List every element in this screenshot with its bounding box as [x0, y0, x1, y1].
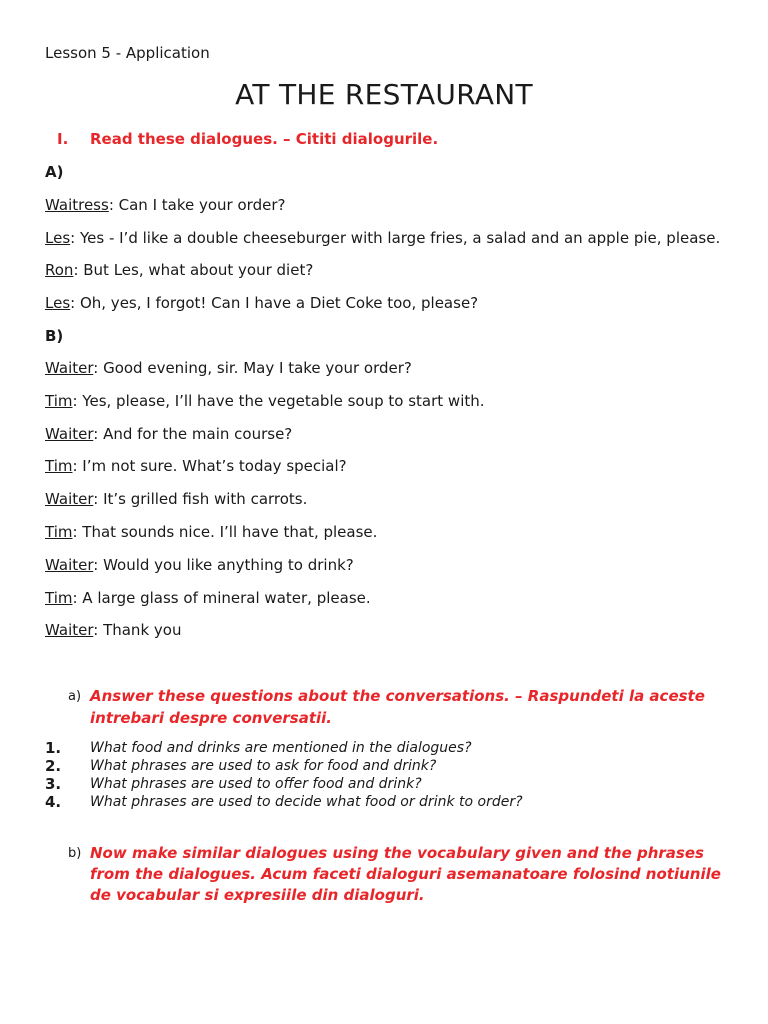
speaker-name: Tim: [45, 457, 73, 475]
dialogue-line: [45, 294, 478, 312]
line-text: : A large glass of mineral water, please.: [72, 589, 371, 607]
task-a-marker: a): [68, 689, 82, 704]
speaker-name: Waiter: [45, 490, 94, 508]
section-instruction: Read these dialogues. – Cititi dialogurile.: [90, 130, 439, 148]
question-number: 1.: [45, 739, 62, 757]
speaker-name: Ron: [45, 261, 74, 279]
line-text: : Yes, please, I’ll have the vegetable soup to start with.: [72, 392, 485, 410]
dialogue-line: [45, 425, 292, 443]
line-text: : That sounds nice. I’ll have that, please.: [72, 523, 378, 541]
speaker-name: Tim: [45, 523, 73, 541]
page-title: AT THE RESTAURANT: [235, 78, 533, 111]
speaker-name: Waiter: [45, 359, 94, 377]
line-text: : And for the main course?: [93, 425, 293, 443]
speaker-name: Waiter: [45, 425, 94, 443]
dialogue-line: [45, 392, 485, 410]
speaker-name: Waiter: [45, 556, 94, 574]
dialogue-line: [45, 261, 313, 279]
question-text: What phrases are used to offer food and drink?: [90, 776, 422, 792]
question-number: 3.: [45, 775, 62, 793]
task-a-instruction-line1: Answer these questions about the conversations. – Raspundeti la aceste: [90, 687, 705, 705]
line-text: : It’s grilled fish with carrots.: [93, 490, 308, 508]
dialogue-line: [45, 589, 371, 607]
question-text: What phrases are used to ask for food and drink?: [90, 758, 437, 774]
speaker-name: Waitress: [45, 196, 109, 214]
section-number: I.: [57, 130, 69, 148]
question-text: What food and drinks are mentioned in the dialogues?: [90, 740, 472, 756]
line-text: : Oh, yes, I forgot! Can I have a Diet Coke too, please?: [70, 294, 479, 312]
line-text: : Yes - I’d like a double cheeseburger with large fries, a salad and an apple pie, please.: [70, 229, 721, 247]
dialogue-line: [45, 556, 354, 574]
line-text: : Good evening, sir. May I take your order?: [93, 359, 412, 377]
question-number: 4.: [45, 793, 62, 811]
dialogue-line: [45, 490, 307, 508]
speaker-name: Les: [45, 294, 71, 312]
dialogue-line: [45, 196, 285, 214]
lesson-header: Lesson 5 - Application: [45, 44, 210, 62]
dialogue-a-label: A): [45, 163, 64, 181]
line-text: : Thank you: [93, 621, 182, 639]
speaker-name: Tim: [45, 589, 73, 607]
task-b-instruction-line1: Now make similar dialogues using the vocabulary given and the phrases: [90, 844, 704, 862]
dialogue-line: [45, 523, 377, 541]
dialogue-line: [45, 229, 720, 247]
dialogue-line: [45, 621, 181, 639]
task-a-instruction-line2: intrebari despre conversatii.: [90, 709, 332, 727]
task-b-instruction-line2: from the dialogues. Acum faceti dialoguri asemanatoare folosind notiunile: [90, 865, 721, 883]
line-text: : Can I take your order?: [108, 196, 286, 214]
line-text: : But Les, what about your diet?: [73, 261, 314, 279]
speaker-name: Les: [45, 229, 71, 247]
question-number: 2.: [45, 757, 62, 775]
task-b-marker: b): [68, 846, 82, 861]
dialogue-b-label: B): [45, 327, 64, 345]
question-text: What phrases are used to decide what food or drink to order?: [90, 794, 523, 810]
speaker-name: Tim: [45, 392, 73, 410]
dialogue-line: [45, 359, 412, 377]
line-text: : Would you like anything to drink?: [93, 556, 354, 574]
speaker-name: Waiter: [45, 621, 94, 639]
dialogue-line: [45, 457, 347, 475]
task-b-instruction-line3: de vocabular si expresiile din dialoguri.: [90, 886, 425, 904]
line-text: : I’m not sure. What’s today special?: [72, 457, 347, 475]
